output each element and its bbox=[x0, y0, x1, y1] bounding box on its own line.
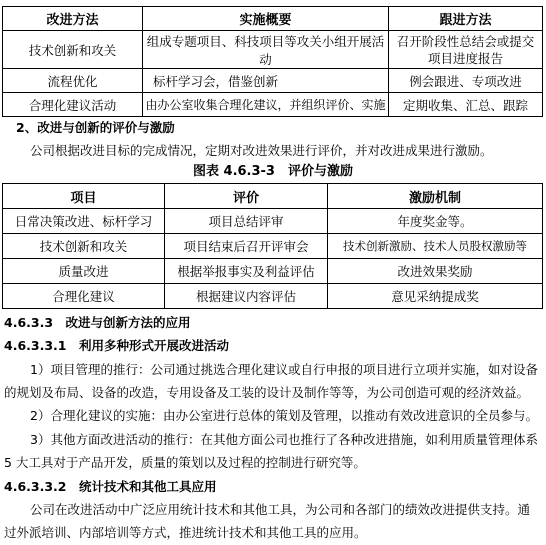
paragraph: 2）合理化建议的实施：由办公室进行总体的策划及管理，以推动有效改进意识的全员参与。 bbox=[30, 408, 538, 423]
table-header-row bbox=[3, 7, 543, 31]
paragraph-line: 3）其他方面改进活动的推行：在其他方面公司也推行了各种改进措施，如利用质量管理体系 bbox=[30, 432, 538, 447]
table-row bbox=[3, 69, 543, 93]
table-row bbox=[3, 284, 543, 309]
paragraph-line: 5 大工具对于产品开发，质量的策划以及过程的控制进行研究等。 bbox=[4, 455, 366, 470]
table-row bbox=[3, 209, 543, 234]
paragraph-line: 过外派培训、内部培训等方式，推进统计技术和其他工具的应用。 bbox=[4, 525, 367, 540]
table-cell: 召开阶段性总结会或提交项目进度报告 bbox=[389, 31, 543, 69]
table-cell: 根据建议内容评估 bbox=[165, 284, 328, 309]
table-cell: 意见采纳提成奖 bbox=[328, 284, 543, 309]
table-cell: 日常决策改进、标杆学习 bbox=[3, 209, 165, 234]
table-cell: 技术创新和攻关 bbox=[3, 31, 143, 69]
table-cell: 技术创新和攻关 bbox=[3, 234, 165, 259]
table-cell: 根据举报事实及利益评估 bbox=[165, 259, 328, 284]
subsection-heading: 4.6.3.3.1 利用多种形式开展改进活动 bbox=[4, 338, 229, 353]
table-cell: 质量改进 bbox=[3, 259, 165, 284]
header-cell: 实施概要 bbox=[143, 7, 389, 31]
table-cell: 项目结束后召开评审会 bbox=[165, 234, 328, 259]
table-caption: 图表 4.6.3-3 评价与激励 bbox=[193, 164, 353, 179]
paragraph-line: 的规划及布局、设备的改造，专用设备及工装的设计及制作等等，为公司创造可观的经济效益。 bbox=[4, 385, 530, 400]
subsection-heading: 4.6.3.3.2 统计技术和其他工具应用 bbox=[4, 479, 217, 494]
paragraph-line: 公司在改进活动中广泛应用统计技术和其他工具，为公司和各部门的绩效改进提供支持。通 bbox=[30, 502, 531, 517]
table-cell: 由办公室收集合理化建议，并组织评价、实施 bbox=[143, 93, 389, 117]
header-cell: 激励机制 bbox=[328, 184, 543, 209]
table-row bbox=[3, 31, 543, 69]
table-cell: 标杆学习会，借鉴创新 bbox=[143, 69, 389, 93]
evaluation-incentive-table bbox=[2, 183, 543, 309]
header-cell: 改进方法 bbox=[3, 7, 143, 31]
paragraph-line: 1）项目管理的推行：公司通过挑选合理化建议或自行申报的项目进行立项并实施，如对设备 bbox=[30, 362, 538, 377]
section-heading: 2、改进与创新的评价与激励 bbox=[16, 120, 175, 135]
header-cell: 评价 bbox=[165, 184, 328, 209]
table-cell: 组成专题项目、科技项目等攻关小组开展活动 bbox=[143, 31, 389, 69]
paragraph: 公司根据改进目标的完成情况，定期对改进效果进行评价，并对改进成果进行激励。 bbox=[30, 143, 493, 158]
table-cell: 改进效果奖励 bbox=[328, 259, 543, 284]
table-cell: 合理化建议活动 bbox=[3, 93, 143, 117]
table-cell: 技术创新激励、技术人员股权激励等 bbox=[328, 234, 543, 259]
improvement-methods-table bbox=[2, 6, 543, 117]
table-cell: 项目总结评审 bbox=[165, 209, 328, 234]
section-heading: 4.6.3.3 改进与创新方法的应用 bbox=[4, 315, 191, 330]
table-cell: 流程优化 bbox=[3, 69, 143, 93]
table-header-row bbox=[3, 184, 543, 209]
header-cell: 项目 bbox=[3, 184, 165, 209]
table-cell: 合理化建议 bbox=[3, 284, 165, 309]
table-row bbox=[3, 259, 543, 284]
table-cell: 年度奖金等。 bbox=[328, 209, 543, 234]
header-cell: 跟进方法 bbox=[389, 7, 543, 31]
table-row bbox=[3, 93, 543, 117]
table-row bbox=[3, 234, 543, 259]
table-cell: 例会跟进、专项改进 bbox=[389, 69, 543, 93]
table-cell: 定期收集、汇总、跟踪 bbox=[389, 93, 543, 117]
